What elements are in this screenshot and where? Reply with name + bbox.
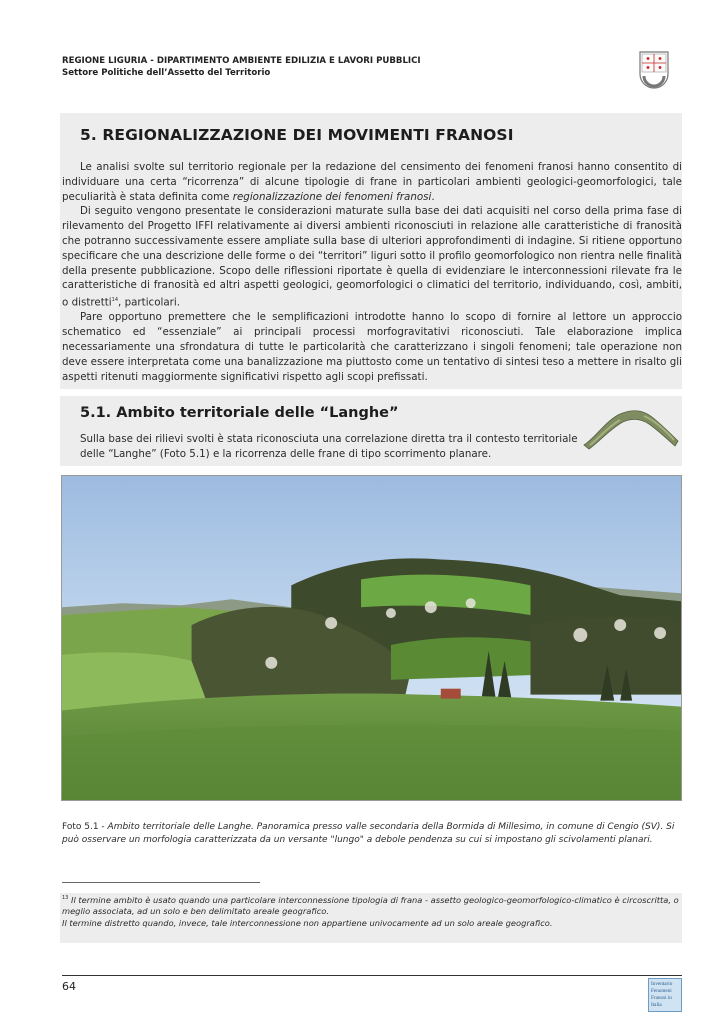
liguria-region-map-thumbnail-icon bbox=[578, 401, 682, 453]
footnote-ref: 14 bbox=[111, 297, 119, 304]
iffi-logo-icon: Inventario Fenomeni Franosi in Italia bbox=[648, 978, 682, 1012]
footnote-line2: Il termine distretto quando, invece, tale interconnessione non appartiene univocamente ad un solo areale geografico. bbox=[62, 917, 553, 928]
subsection-title: 5.1. Ambito territoriale delle “Langhe” bbox=[80, 405, 399, 421]
footer-divider bbox=[62, 975, 682, 976]
caption-label: Foto 5.1 - bbox=[62, 822, 108, 832]
regione-liguria-logo-icon bbox=[638, 50, 670, 94]
caption-text: Ambito territoriale delle Langhe. Panoramica presso valle secondaria della Bormida di Millesimo, in comune di Cengio (SV). Si può osservare un morfologia caratterizzata da un versante "lungo" a debole pendenza su cui si impostano gli scivolamenti planari. bbox=[62, 822, 675, 845]
paragraph-1: Le analisi svolte sul territorio regionale per la redazione del censimento dei fenomeni franosi hanno consentito di individuare una certa “ricorrenza” di alcune tipologie di frane in particolari ambienti geologici-geomorfologici, tale peculiarità è stata definita come regionalizzazione dei fenomeni franosi. bbox=[62, 161, 682, 203]
header-org-line1: REGIONE LIGURIA - DIPARTIMENTO AMBIENTE EDILIZIA E LAVORI PUBBLICI bbox=[62, 56, 421, 66]
footnote-line1: $^{13}$ Il termine ambito è usato quando una particolare interconnessione tipologia di frana - assetto geologico-geomorfologico-climatico è circoscritta, o meglio associata, ad un solo e ben delimitato areale geografico. bbox=[62, 894, 679, 917]
footnote-divider bbox=[62, 882, 260, 883]
section-body bbox=[62, 160, 682, 384]
paragraph-3: Pare opportuno premettere che le semplificazioni introdotte hanno lo scopo di fornire al lettore un approccio schematico ed “essenziale” ai principali processi morfogravitativi riconosciuti. Tale elaborazione implica necessariamente una sfrondatura di tutte le particolarità che caratterizzano i singoli fenomeni; tale operazione non deve essere interpretata come una banalizzazione ma piuttosto come un tentativo di sintesi teso a mettere in risalto gli aspetti ritenuti maggiormente significativi rispetto agli scopi prefissati. bbox=[62, 311, 682, 383]
section-title: 5. REGIONALIZZAZIONE DEI MOVIMENTI FRANOSI bbox=[80, 126, 514, 144]
subsection-text: Sulla base dei rilievi svolti è stata riconosciuta una correlazione diretta tra il contesto territoriale delle “Langhe” (Foto 5.1) e la ricorrenza delle frane di tipo scorrimento planare. bbox=[80, 433, 578, 460]
footnote bbox=[62, 893, 682, 929]
header-organization bbox=[62, 55, 421, 79]
langhe-panorama-photo bbox=[61, 475, 682, 801]
footnote-number: 13 bbox=[62, 895, 69, 901]
photo-caption bbox=[62, 821, 682, 846]
paragraph-2: Di seguito vengono presentate le considerazioni maturate sulla base dei dati acquisiti nel corso della prima fase di rilevamento del Progetto IFFI relativamente ai diversi ambienti riconosciuti in relazione alle caratteristiche di franosità che potranno successivamente essere ampliate sulla base di ulteriori approfondimenti di indagine. Si ritiene opportuno specificare che una descrizione delle forme o dei “territori” liguri sotto il profilo geomorfologico non rientra nelle finalità della presente pubblicazione. Scopo delle riflessioni riportate è quella di evidenziare le interconnessioni rilevate fra le caratteristiche di franosità ed altri aspetti geologici, geomorfologici o climatici del territorio, individuando, così, ambiti, o distretti$^{14}$, particolari. bbox=[62, 205, 682, 309]
page-number: 64 bbox=[62, 980, 76, 993]
header-org-line2: Settore Politiche dell’Assetto del Territorio bbox=[62, 68, 271, 78]
